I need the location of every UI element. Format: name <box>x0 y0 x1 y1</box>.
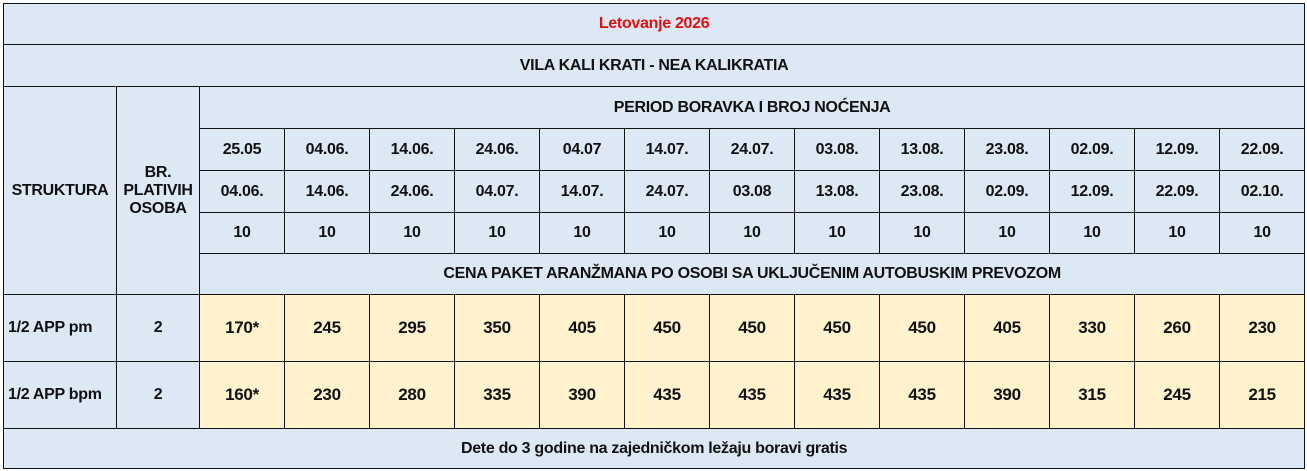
period-from-cell: 14.06. <box>370 129 455 171</box>
period-to-cell: 02.09. <box>965 171 1050 213</box>
period-from-cell: 14.07. <box>625 129 710 171</box>
period-to-cell: 22.09. <box>1135 171 1220 213</box>
price-cell: 450 <box>795 295 880 362</box>
period-from-cell: 03.08. <box>795 129 880 171</box>
nights-cell: 10 <box>795 213 880 254</box>
price-table <box>3 3 1305 469</box>
price-cell: 245 <box>285 295 370 362</box>
price-cell: 405 <box>540 295 625 362</box>
price-cell: 390 <box>965 362 1050 429</box>
nights-cell: 10 <box>1220 213 1305 254</box>
price-cell: 315 <box>1050 362 1135 429</box>
price-cell: 230 <box>285 362 370 429</box>
period-from-cell: 04.06. <box>285 129 370 171</box>
price-cell: 450 <box>880 295 965 362</box>
table-row <box>4 362 1305 429</box>
period-from-cell: 24.06. <box>455 129 540 171</box>
table-row <box>4 295 1305 362</box>
period-to-cell: 13.08. <box>795 171 880 213</box>
period-to-cell: 24.06. <box>370 171 455 213</box>
period-to-cell: 12.09. <box>1050 171 1135 213</box>
price-cell: 435 <box>710 362 795 429</box>
structure-cell: 1/2 APP pm <box>4 295 117 362</box>
structure-cell: 1/2 APP bpm <box>4 362 117 429</box>
price-cell: 245 <box>1135 362 1220 429</box>
period-to-cell: 02.10. <box>1220 171 1305 213</box>
price-cell: 435 <box>795 362 880 429</box>
price-cell: 215 <box>1220 362 1305 429</box>
price-cell: 170* <box>200 295 285 362</box>
price-cell: 405 <box>965 295 1050 362</box>
persons-header-line: PLATIVIH <box>123 181 193 199</box>
period-from-cell: 24.07. <box>710 129 795 171</box>
persons-header-line: BR. <box>144 163 172 181</box>
nights-cell: 10 <box>285 213 370 254</box>
price-cell: 390 <box>540 362 625 429</box>
price-cell: 335 <box>455 362 540 429</box>
nights-cell: 10 <box>540 213 625 254</box>
period-to-cell: 03.08 <box>710 171 795 213</box>
period-from-cell: 04.07 <box>540 129 625 171</box>
nights-row <box>4 213 1305 254</box>
period-to-cell: 23.08. <box>880 171 965 213</box>
table-title: Letovanje 2026 <box>4 4 1305 45</box>
price-header: CENA PAKET ARANŽMANA PO OSOBI SA UKLJUČENIM AUTOBUSKIM PREVOZOM <box>200 254 1305 295</box>
nights-cell: 10 <box>625 213 710 254</box>
accommodation-name: VILA KALI KRATI - NEA KALIKRATIA <box>4 45 1305 87</box>
nights-cell: 10 <box>1135 213 1220 254</box>
period-from-cell: 13.08. <box>880 129 965 171</box>
nights-cell: 10 <box>1050 213 1135 254</box>
structure-header: STRUKTURA <box>4 87 117 295</box>
period-from-cell: 23.08. <box>965 129 1050 171</box>
nights-cell: 10 <box>880 213 965 254</box>
price-cell: 295 <box>370 295 455 362</box>
period-header: PERIOD BORAVKA I BROJ NOĆENJA <box>200 87 1305 129</box>
nights-cell: 10 <box>965 213 1050 254</box>
period-to-cell: 14.06. <box>285 171 370 213</box>
price-cell: 435 <box>880 362 965 429</box>
persons-header-line: OSOBA <box>129 199 187 217</box>
persons-cell: 2 <box>117 362 200 429</box>
period-from-cell: 12.09. <box>1135 129 1220 171</box>
price-cell: 435 <box>625 362 710 429</box>
nights-cell: 10 <box>370 213 455 254</box>
price-cell: 450 <box>710 295 795 362</box>
nights-cell: 10 <box>200 213 285 254</box>
period-to-cell: 04.06. <box>200 171 285 213</box>
persons-cell: 2 <box>117 295 200 362</box>
period-to-row <box>4 171 1305 213</box>
period-from-cell: 22.09. <box>1220 129 1305 171</box>
price-cell: 280 <box>370 362 455 429</box>
price-cell: 260 <box>1135 295 1220 362</box>
price-cell: 350 <box>455 295 540 362</box>
period-to-cell: 04.07. <box>455 171 540 213</box>
period-to-cell: 14.07. <box>540 171 625 213</box>
period-from-cell: 25.05 <box>200 129 285 171</box>
period-from-cell: 02.09. <box>1050 129 1135 171</box>
persons-header <box>117 87 200 295</box>
period-from-row <box>4 129 1305 171</box>
price-cell: 230 <box>1220 295 1305 362</box>
price-cell: 330 <box>1050 295 1135 362</box>
nights-cell: 10 <box>455 213 540 254</box>
footer-note: Dete do 3 godine na zajedničkom ležaju boravi gratis <box>4 429 1305 469</box>
price-cell: 160* <box>200 362 285 429</box>
price-cell: 450 <box>625 295 710 362</box>
period-to-cell: 24.07. <box>625 171 710 213</box>
nights-cell: 10 <box>710 213 795 254</box>
